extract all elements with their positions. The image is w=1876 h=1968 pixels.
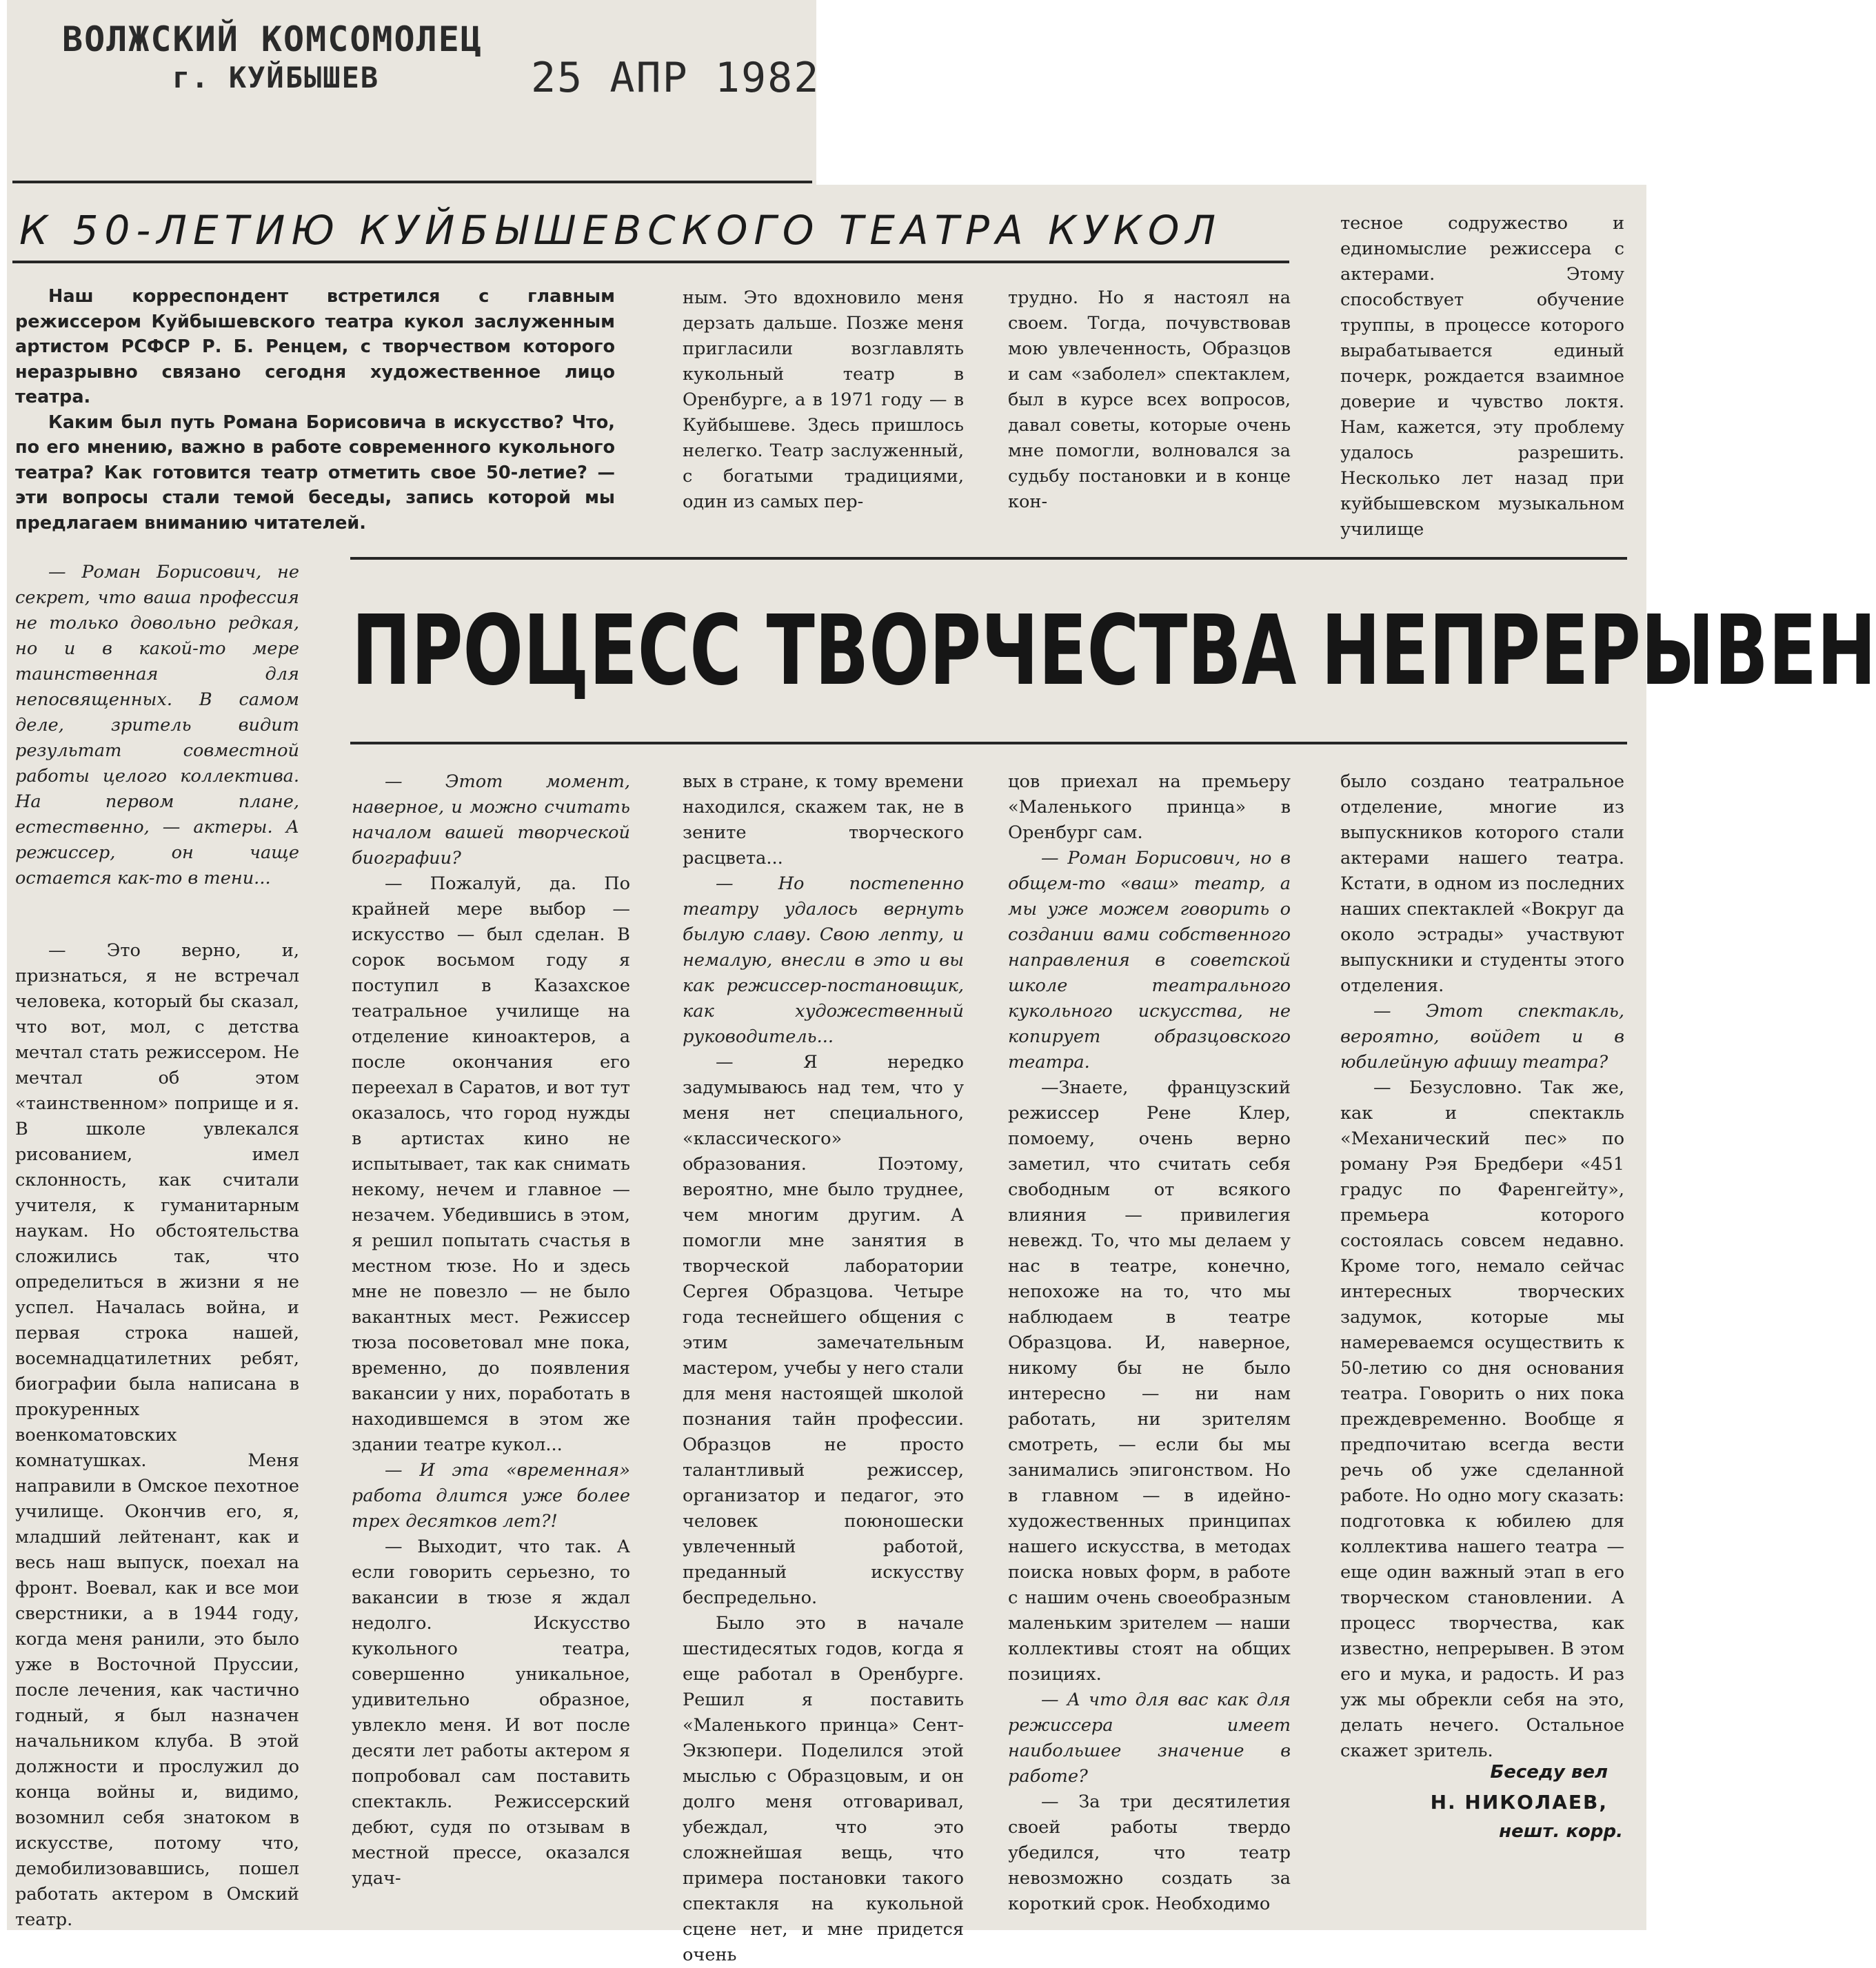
intro-paragraph: Наш корреспондент встретился с главным режиссером Куйбышевского театра кукол заслуженным артистом РСФСР Р. Б. Ренцем, с творчеством которого неразрывно связано сегодня художественное лицо театра.: [15, 286, 615, 407]
author-role: нешт. корр.: [1499, 1821, 1623, 1842]
author-name: Н. НИКОЛАЕВ,: [1430, 1791, 1608, 1814]
top-rule: [12, 181, 812, 183]
top-column-4: [1008, 285, 1291, 528]
column-4: [1008, 769, 1291, 1914]
column-5: [1340, 769, 1624, 1762]
answer-paragraph: — Пожалуй, да. По крайней мере выбор — искусство — был сделан. В сорок восьмом году я поступил в Казахское театральное училище на отделение киноактеров, а после окончания его переехал в Саратов, и вот тут оказалось, что город нужды в артистах кино не испытывает, так как снимать некому, нечем и главное — незачем. Убедившись в этом, я решил попытать счастья в местном тюзе. Но и здесь мне не повезло — не было вакантных мест. Режиссер тюза посоветовал мне пока, временно, до появления вакансии у них, поработать в находившемся в этом же здании театре кукол...: [352, 873, 630, 1455]
paragraph: ным. Это вдохновило меня дерзать дальше. Позже меня пригласили возглавлять кукольный театр в Оренбурге, а в 1971 году — в Куйбышеве. Здесь пришлось нелегко. Театр заслуженный, с богатыми традициями, один из самых пер-: [683, 287, 964, 512]
section-rubric: К 50-ЛЕТИЮ КУЙБЫШЕВСКОГО ТЕАТРА КУКОЛ: [19, 207, 1222, 254]
signature-line: Беседу вел: [1490, 1762, 1608, 1783]
question-paragraph: — Но постепенно театру удалось вернуть былую славу. Свою лепту, и немалую, внесли в это и вы как режиссер-постановщик, как художественный руководитель...: [683, 873, 964, 1047]
date-stamp: 25 АПР 1982: [531, 54, 820, 102]
headline: ПРОЦЕСС ТВОРЧЕСТВА НЕПРЕРЫВЕН: [352, 595, 1876, 707]
intro-text: [15, 284, 615, 534]
answer-paragraph: — За три десятилетия своей работы твердо убедился, что театр невозможно создать за короткий срок. Необходимо: [1008, 1792, 1291, 1914]
paragraph: тесное содружество и единомыслие режиссера с актерами. Этому способствует обучение труппы, в процессе которого вырабатывается единый почерк, рождается взаимное доверие и чувство локтя. Нам, кажется, эту проблему удалось разрешить. Несколько лет назад при куйбышевском музыкальном училище: [1340, 213, 1624, 540]
question-paragraph: — Этот спектакль, вероятно, войдет и в юбилейную афишу театра?: [1340, 1001, 1624, 1073]
question-paragraph: — А что для вас как для режиссера имеет наибольшее значение в работе?: [1008, 1690, 1291, 1787]
column-2: [352, 769, 630, 1914]
paragraph: трудно. Но я настоял на своем. Тогда, почувствовав мою увлеченность, Образцов и сам «заболел» спектаклем, был в курсе всех вопросов, давал советы, которые очень мне помогли, волновался за судьбу постановки и в конце кон-: [1008, 287, 1291, 512]
answer-paragraph: —Знаете, французский режиссер Рене Клер, помоему, очень верно заметил, что считать себя свободным от всякого влияния — привилегия невежд. То, что мы делаем у нас в театре, конечно, непохоже на то, что мы наблюдаем в театре Образцова. И, наверное, никому бы не было интересно — ни нам работать, ни зрителям смотреть, — если бы мы занимались эпигонством. Но в главном — в идейно-художественных принципах нашего искусства, в методах поиска новых форм, в работе с нашим очень своеобразным маленьким зрителем — наши коллективы стоят на общих позициях.: [1008, 1077, 1291, 1685]
paragraph: вых в стране, к тому времени находился, скажем так, не в зените творческого расцвета...: [683, 771, 964, 869]
answer-paragraph: — Это верно, и, признаться, я не встречал человека, который бы сказал, что вот, мол, с детства мечтал стать режиссером. Не мечтал об этом «таинственном» поприще и я. В школе увлекался рисованием, имел склонность, как считали учителя, к гуманитарным наукам. Но обстоятельства сложились так, что определиться в жизни я не успел. Началась война, и первая строка нашей, восемнадцатилетних ребят, биографии была написана в прокуренных военкоматовских комнатушках. Меня направили в Омское пехотное училище. Окончив его, я, младший лейтенант, как и весь наш выпуск, поехал на фронт. Воевал, как и все мои сверстники, а в 1944 году, когда меня ранили, это было уже в Восточной Пруссии, после лечения, как частично годный, я был назначен начальником клуба. В этой должности и прослужил до конца войны и, видимо, возомнил себя знатоком в искусстве, потому что, демобилизовавшись, пошел работать актером в Омский театр.: [15, 940, 299, 1930]
answer-paragraph: — Выходит, что так. А если говорить серьезно, то вакансии в тюзе я ждал недолго. Искусство кукольного театра, совершенно уникальное, удивительно образное, увлекло меня. И вот после десяти лет работы актером я попробовал сам поставить спектакль. Режиссерский дебют, судя по отзывам в местной прессе, оказался удач-: [352, 1536, 630, 1889]
headline-rule-top: [350, 557, 1627, 560]
intro-paragraph: Каким был путь Романа Борисовича в искусство? Что, по его мнению, важно в работе современного кукольного театра? Как готовится театр отметить свое 50-летие? — эти вопросы стали темой беседы, запись которой мы предлагаем вниманию читателей.: [15, 412, 615, 534]
paragraph: цов приехал на премьеру «Маленького принца» в Оренбург сам.: [1008, 771, 1291, 843]
rubric-rule: [12, 261, 1289, 263]
top-column-5: [1340, 211, 1624, 540]
question-paragraph: — Роман Борисович, не секрет, что ваша профессия не только довольно редкая, но и в какой-то мере таинственная для непосвященных. В самом деле, зритель видит результат совместной работы целого коллектива. На первом плане, естественно, — актеры. А режиссер, он чаще остается как-то в тени...: [15, 562, 299, 889]
newspaper-stamp: ВОЛЖСКИЙ КОМСОМОЛЕЦ: [62, 19, 483, 59]
city-stamp: г. КУЙБЫШЕВ: [172, 61, 380, 94]
paragraph: Было это в начале шестидесятых годов, когда я еще работал в Оренбурге. Решил я поставить «Маленького принца» Сент-Экзюпери. Поделился этой мыслью с Образцовым, и он долго меня отговаривал, убеждал, что это сложнейшая вещь, что примера постановки такого спектакля на кукольной сцене нет, и мне придется очень: [683, 1613, 964, 1965]
question-paragraph: — Этот момент, наверное, и можно считать началом вашей творческой биографии?: [352, 771, 630, 869]
top-column-3: [683, 285, 964, 528]
column-1: [15, 560, 299, 1930]
question-paragraph: — Роман Борисович, но в общем-то «ваш» театр, а мы уже можем говорить о создании вами собственного направления в советской школе театрального кукольного искусства, не копирует образцовского театра.: [1008, 848, 1291, 1073]
answer-paragraph: — Я нередко задумываюсь над тем, что у меня нет специального, «классического» образования. Поэтому, вероятно, мне было труднее, чем многим другим. А помогли мне занятия в творческой лаборатории Сергея Образцова. Четыре года теснейшего общения с этим замечательным мастером, учебы у него стали для меня настоящей школой познания тайн профессии. Образцов не просто талантливый режиссер, организатор и педагог, это человек поюношески увлеченный работой, преданный искусству беспредельно.: [683, 1052, 964, 1608]
column-3: [683, 769, 964, 1965]
headline-rule-bottom: [350, 742, 1627, 744]
answer-paragraph: — Безусловно. Так же, как и спектакль «Механический пес» по роману Рэя Бредбери «451 градус по Фаренгейту», премьера которого состоялась совсем недавно. Кроме того, немало сейчас интересных творческих задумок, которые мы намереваемся осуществить к 50-летию со дня основания театра. Говорить о них пока преждевременно. Вообще я предпочитаю всегда вести речь об уже сделанной работе. Но одно могу сказать: подготовка к юбилею для коллектива нашего театра — еще один важный этап в его творческом становлении. А процесс творчества, как известно, непрерывен. В этом его и мука, и радость. И раз уж мы обрекли себя на это, делать нечего. Остальное скажет зритель.: [1340, 1077, 1624, 1761]
question-paragraph: — И эта «временная» работа длится уже более трех десятков лет?!: [352, 1460, 630, 1532]
paragraph: было создано театральное отделение, многие из выпускников которого стали актерами нашего театра. Кстати, в одном из последних наших спектаклей «Вокруг да около эстрады» участвуют выпускники и студенты этого отделения.: [1340, 771, 1624, 996]
